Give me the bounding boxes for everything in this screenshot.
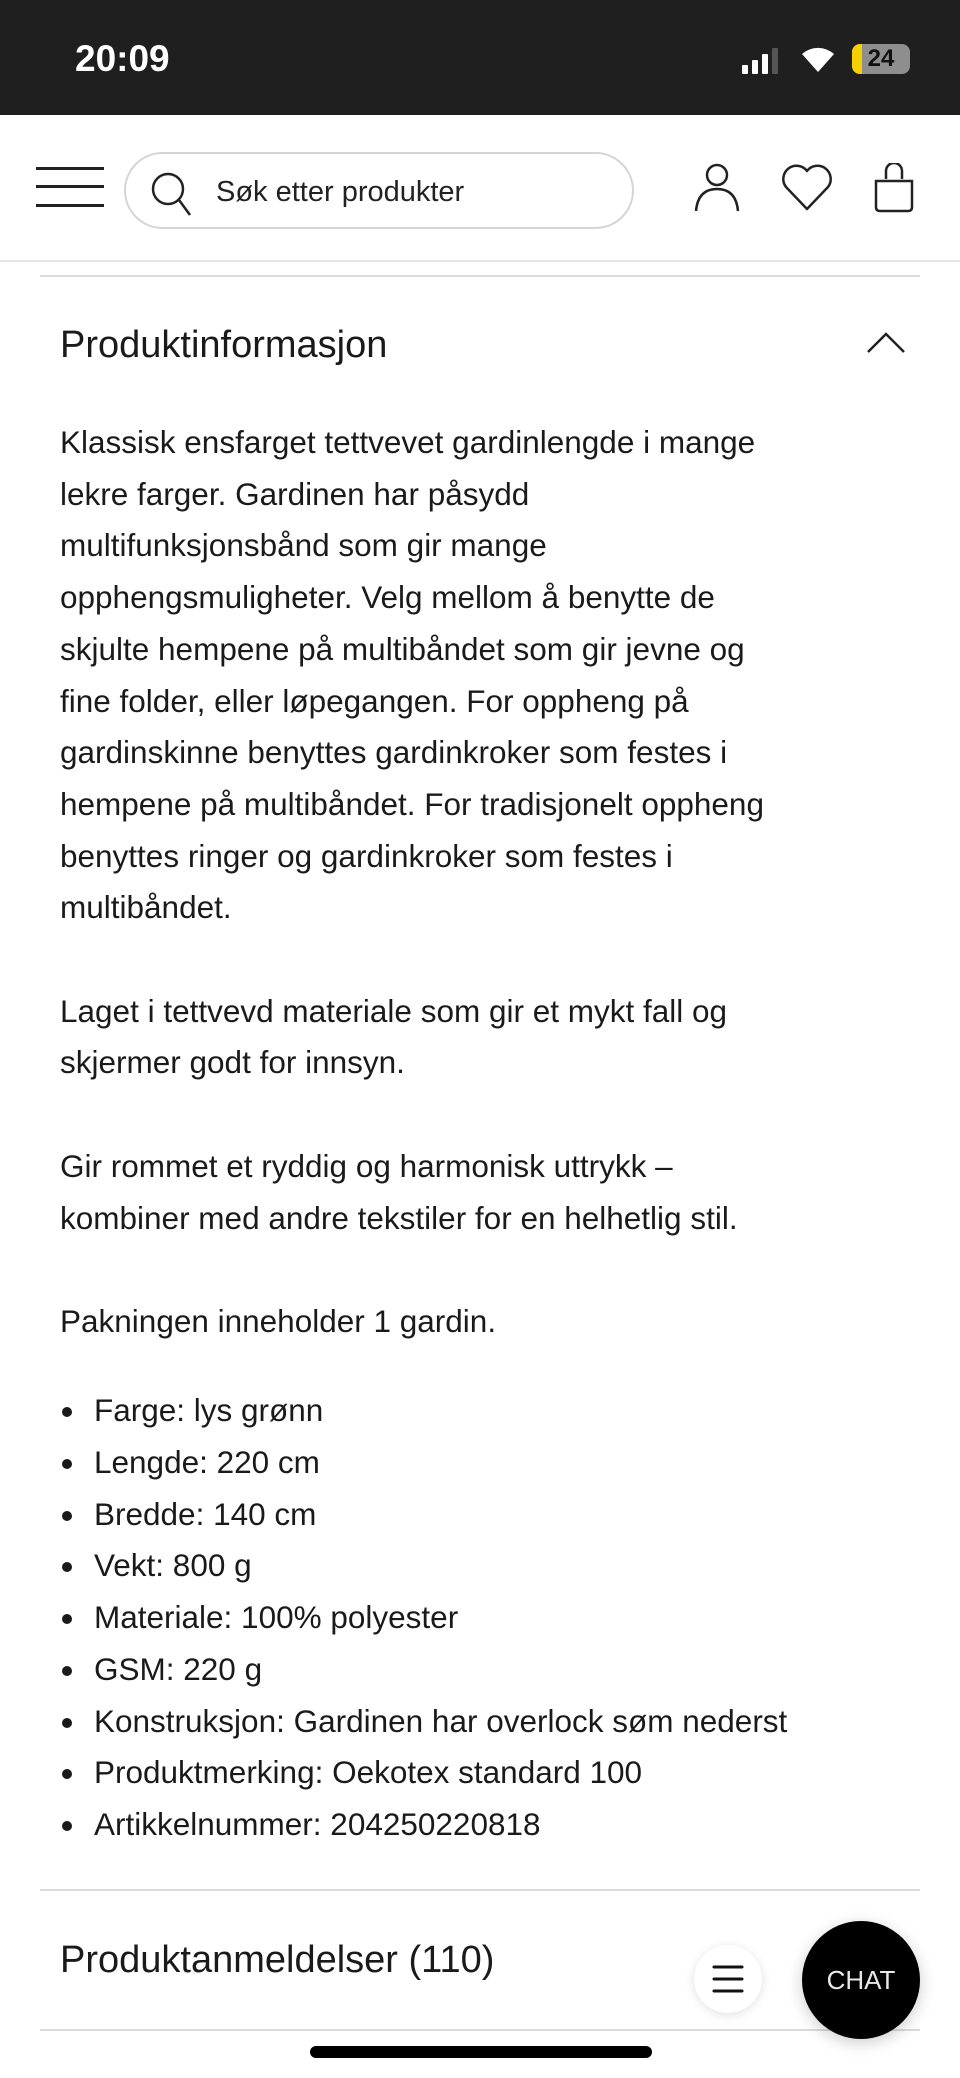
description-line: hempene på multibåndet. For tradisjonelt oppheng — [60, 785, 764, 822]
menu-icon — [712, 1964, 744, 1994]
floating-menu-button[interactable] — [694, 1945, 762, 2013]
battery-icon — [852, 44, 910, 74]
description-line: opphengsmuligheter. Velg mellom å benytte de — [60, 579, 715, 616]
description-line: lekre farger. Gardinen har påsydd — [60, 475, 530, 512]
search-placeholder: Søk etter produkter — [216, 176, 465, 208]
spec-item: Konstruksjon: Gardinen har overlock søm nederst — [60, 1696, 920, 1748]
spec-list — [60, 1385, 920, 1850]
cellular-signal-icon — [742, 48, 778, 74]
chat-label: CHAT — [826, 1964, 896, 1995]
spec-item: Produktmerking: Oekotex standard 100 — [60, 1747, 920, 1799]
description-paragraph — [60, 986, 920, 1089]
description-line: Laget i tettvevd materiale som gir et mykt fall og — [60, 992, 728, 1029]
description-line: fine folder, eller løpegangen. For oppheng på — [60, 682, 689, 719]
section-divider — [40, 1889, 920, 1891]
description-line: kombiner med andre tekstiler for en helhetlig stil. — [60, 1199, 738, 1236]
description-line: skjulte hempene på multibåndet som gir jevne og — [60, 630, 745, 667]
section-divider — [40, 2029, 920, 2031]
spec-item: Materiale: 100% polyester — [60, 1592, 920, 1644]
status-time: 20:09 — [75, 38, 170, 79]
search-input[interactable] — [124, 152, 634, 229]
description-line: benyttes ringer og gardinkroker som festes i — [60, 837, 673, 874]
wishlist-heart-icon[interactable] — [780, 163, 834, 213]
description-paragraph — [60, 417, 920, 934]
spec-item: Vekt: 800 g — [60, 1540, 920, 1592]
spec-item: GSM: 220 g — [60, 1644, 920, 1696]
battery-level: 24 — [867, 45, 895, 72]
search-icon — [150, 171, 194, 217]
description-line: multibåndet. — [60, 889, 232, 926]
status-bar — [0, 0, 960, 115]
chat-button[interactable] — [802, 1921, 920, 2039]
home-indicator — [310, 2046, 652, 2058]
description-line: Klassisk ensfarget tettvevet gardinlengde i mange — [60, 424, 756, 460]
description-paragraph — [60, 1296, 920, 1348]
spec-item: Artikkelnummer: 204250220818 — [60, 1799, 920, 1851]
spec-item: Lengde: 220 cm — [60, 1437, 920, 1489]
account-icon[interactable] — [694, 163, 740, 213]
section-divider — [40, 275, 920, 277]
chevron-up-icon[interactable] — [866, 330, 906, 354]
reviews-heading[interactable]: Produktanmeldelser (110) — [60, 1939, 495, 1981]
description-paragraph — [60, 1141, 920, 1244]
site-header — [0, 115, 960, 262]
hamburger-menu-button[interactable] — [36, 167, 104, 207]
spec-item: Bredde: 140 cm — [60, 1489, 920, 1541]
description-line: Pakningen inneholder 1 gardin. — [60, 1302, 497, 1339]
shopping-bag-icon[interactable] — [872, 163, 916, 213]
spec-item: Farge: lys grønn — [60, 1385, 920, 1437]
product-info-heading[interactable]: Produktinformasjon — [60, 324, 388, 366]
product-description — [60, 417, 920, 1851]
description-line: Gir rommet et ryddig og harmonisk uttrykk – — [60, 1147, 673, 1184]
wifi-icon — [800, 44, 836, 74]
description-line: multifunksjonsbånd som gir mange — [60, 527, 547, 564]
description-line: skjermer godt for innsyn. — [60, 1044, 405, 1081]
description-line: gardinskinne benyttes gardinkroker som festes i — [60, 734, 728, 771]
